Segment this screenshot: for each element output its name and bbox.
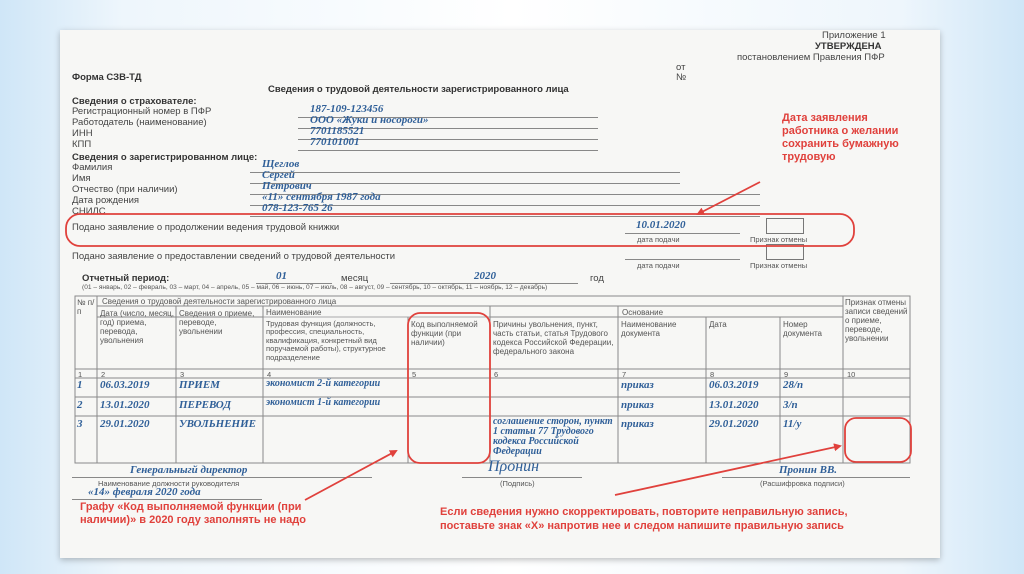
insurer-label: ИНН [72,128,93,139]
continue-book-highlight [66,214,854,246]
col-reasons-header: Причины увольнения, пункт, часть статьи, статья Трудового кодекса Российской Федерации, федерального закона [493,320,614,356]
correction-note-arrow [615,446,840,495]
period-year-value: 2020 [474,270,496,282]
table-row-date: 29.01.2020 [100,418,150,430]
table-row-doc-number: 28/п [783,379,804,391]
col-doc-name-header: Наименование документа [621,320,677,338]
col-index: 9 [784,370,789,379]
resolution-label: постановлением Правления ПФР [737,52,885,63]
cancel-cell-highlight [845,418,911,462]
insurer-value: 770101001 [310,136,360,148]
cancel-label: Признак отмены [750,235,808,244]
position-caption: Наименование должности руководителя [98,479,240,488]
col-index: 8 [710,370,715,379]
table-row-date: 13.01.2020 [100,399,150,411]
col-index: 5 [412,370,417,379]
table-row-number: 3 [77,418,83,430]
col-cancel-header: Признак отмены записи сведений о приеме, переводе, увольнении [845,298,908,343]
table-row-event: УВОЛЬНЕНИЕ [179,418,257,430]
insurer-value: 187-109-123456 [310,103,384,115]
col-index: 3 [180,370,185,379]
person-label: Фамилия [72,162,113,173]
table-row-doc-date: 06.03.2019 [709,379,759,391]
person-value: Сергей [262,169,295,181]
insurer-value: ООО «Жуки и носороги» [310,114,429,126]
person-heading: Сведения о зарегистрированном лице: [72,152,258,163]
col-event-header: Сведения о приеме, переводе, увольнении [179,309,255,336]
cancel-label: Признак отмены [750,261,808,270]
date-note-arrow [698,182,760,214]
col-name-group-header: Наименование [266,308,322,317]
person-label: СНИЛС [72,206,106,217]
col-index: 4 [267,370,272,379]
table-row-doc-number: 11/у [783,418,802,430]
col-index: 1 [78,370,83,379]
months-hint: (01 – январь, 02 – февраль, 03 – март, 04 – апрель, 05 – май, 06 – июнь, 07 – июль, 08 – август, 09 – сентябрь, 10 – октябрь, 11 – ноябрь, 12 – декабрь) [82,284,548,291]
approved-label: УТВЕРЖДЕНА [815,41,882,52]
period-year-label: год [590,273,604,284]
continue-book-date: 10.01.2020 [636,219,686,231]
table-row-number: 2 [77,399,83,411]
insurer-label: Работодатель (наименование) [72,117,207,128]
col-index: 2 [101,370,106,379]
table-row-function: экономист 1-й категории [266,397,381,408]
person-value: 078-123-765 26 [262,202,333,214]
col-index: 10 [847,370,856,379]
signature-date: «14» февраля 2020 года [88,486,201,498]
insurer-value: 7701185521 [310,125,365,137]
appendix-label: Приложение 1 [822,30,886,41]
submit-date-label: дата подачи [637,235,680,244]
handwritten-signature: Πρoнин [488,458,540,475]
person-value: Щеглов [262,158,300,170]
person-value: Петрович [262,180,312,192]
col-code-header: Код выполняемой функции (при наличии) [411,320,478,347]
from-label: от [676,62,686,73]
person-label: Дата рождения [72,195,140,206]
col-function-header: Трудовая функция (должность, профессия, специальность, квалификация, конкретный вид поручаемой работы), структурное подразделение [266,319,386,362]
col-index: 6 [494,370,499,379]
table-row-doc-date: 13.01.2020 [709,399,759,411]
provide-info-statement: Подано заявление о предоставлении сведений о трудовой деятельности [72,251,396,262]
form-name: Форма СЗВ-ТД [72,72,142,83]
basis-group-header: Основание [622,308,664,317]
col-number-header: № п/п [77,298,95,316]
period-label: Отчетный период: [82,273,170,284]
person-label: Имя [72,173,91,184]
signer-name-caption: (Расшифровка подписи) [760,479,845,488]
director-position: Генеральныгй директор [130,464,248,476]
insurer-label: Регистрационный номер в ПФР [72,106,212,117]
table-row-number: 1 [77,379,83,391]
continue-book-statement: Подано заявление о продолжении ведения трудовой книжки [72,222,340,233]
period-month-label: месяц [341,273,369,284]
table-row-doc: приказ [621,418,654,430]
col-index: 7 [622,370,627,379]
col-doc-num-header: Номер документа [783,320,823,338]
code-note-arrow [305,451,396,500]
insurer-label: КПП [72,139,92,150]
person-value: «11» сентября 1987 года [262,191,381,203]
person-label: Отчество (при наличии) [72,184,178,195]
col-date-header: Дата (число, месяц, год) приема, перевода, увольнения [100,309,174,345]
table-row-doc: приказ [621,379,654,391]
col-doc-date-header: Дата [709,320,727,329]
signer-name: Пронин ВВ. [779,464,838,476]
table-row-event: ПЕРЕВОД [179,399,231,411]
form-title: Сведения о трудовой деятельности зарегистрированного лица [268,84,569,95]
correction-note: Если сведения нужно скорректировать, повторите неправильную запись, поставьте знак «Х» напротив нее и следом напишите правильную запись [440,506,848,532]
table-row-doc-number: 3/п [783,399,798,411]
table-row-date: 06.03.2019 [100,379,150,391]
table-row-event: ПРИЕМ [179,379,220,391]
period-month-value: 01 [276,270,287,282]
table-group-header: Сведения о трудовой деятельности зарегистрированного лица [102,297,337,306]
submit-date-label: дата подачи [637,261,680,270]
number-label: № [676,72,687,83]
table-row-doc-date: 29.01.2020 [709,418,759,430]
signature-caption: (Подпись) [500,479,535,488]
code-column-highlight [408,313,490,463]
table-row-reason: соглашение сторон, пункт 1 статьи 77 Трудового кодекса Российской Федерации [493,416,613,457]
insurer-heading: Сведения о страхователе: [72,96,197,107]
table-row-doc: приказ [621,399,654,411]
table-row-function: экономист 2-й категории [266,378,381,389]
code-note: Графу «Код выполняемой функции (при наличии)» в 2020 году заполнять не надо [80,501,306,526]
date-note: Дата заявления работника о желании сохранить бумажную трудовую [782,112,899,163]
